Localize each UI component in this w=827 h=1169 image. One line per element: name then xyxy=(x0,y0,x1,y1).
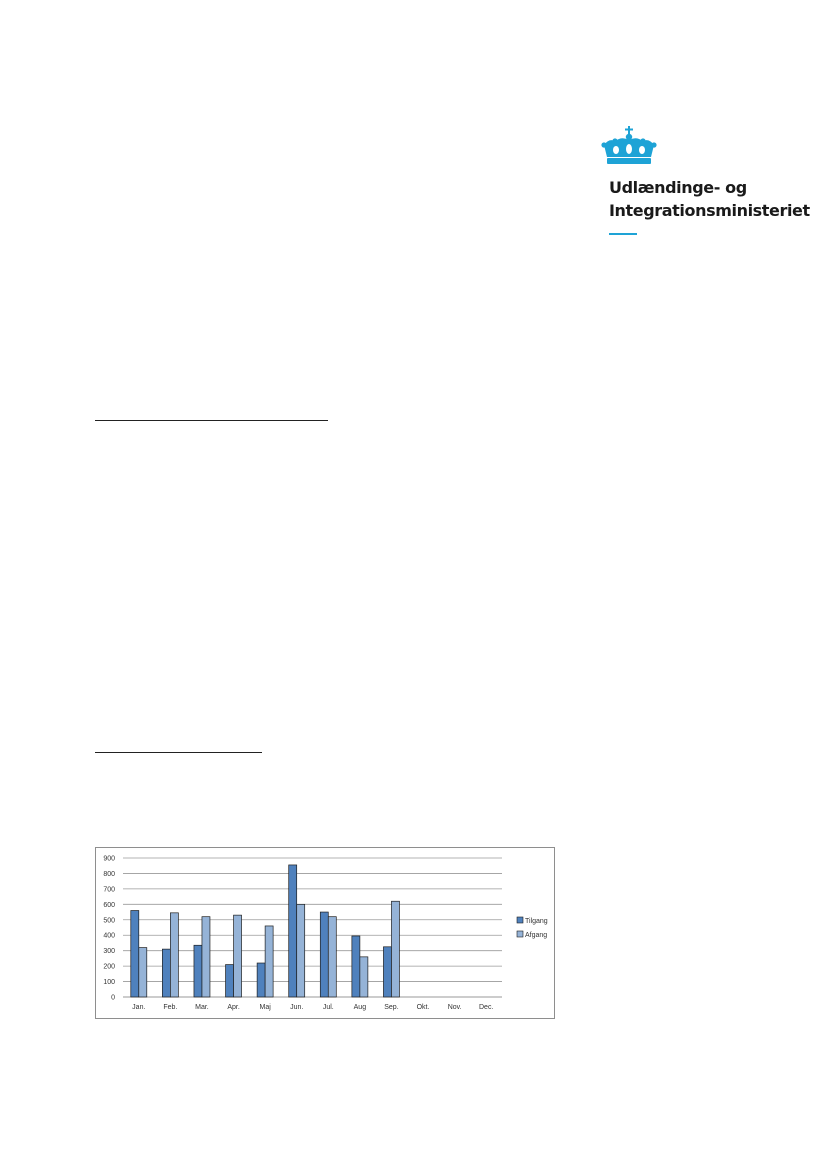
y-tick-label: 600 xyxy=(103,901,115,909)
x-tick-label: Nov. xyxy=(447,1004,462,1011)
y-tick-label: 200 xyxy=(103,963,115,971)
brand-accent-rule xyxy=(609,233,637,235)
org-name xyxy=(609,176,810,222)
bar-tilgang-4 xyxy=(226,965,234,997)
x-tick-label: Okt. xyxy=(416,1004,430,1011)
bar-tilgang-2 xyxy=(162,949,170,997)
legend-swatch-afgang xyxy=(517,931,523,937)
bar-tilgang-8 xyxy=(352,936,360,997)
x-tick-label: Jun. xyxy=(290,1004,304,1011)
y-tick-label: 400 xyxy=(103,932,115,940)
x-tick-label: Apr. xyxy=(227,1004,240,1011)
bar-afgang-4 xyxy=(234,915,242,997)
x-tick-label: Maj xyxy=(259,1004,271,1011)
x-tick-label: Sep. xyxy=(384,1004,399,1011)
bar-chart-svg xyxy=(96,848,554,1018)
x-tick-label: Jan. xyxy=(132,1004,146,1011)
legend-label-afgang: Afgang xyxy=(525,932,548,939)
x-tick-label: Jul. xyxy=(322,1004,334,1011)
signature-line-1 xyxy=(95,420,328,421)
x-tick-label: Mar. xyxy=(195,1004,209,1011)
bar-tilgang-6 xyxy=(289,865,297,997)
bar-afgang-3 xyxy=(202,917,210,997)
y-tick-label: 900 xyxy=(103,855,115,863)
bar-afgang-2 xyxy=(170,913,178,997)
bar-afgang-9 xyxy=(391,901,399,997)
y-tick-label: 500 xyxy=(103,917,115,925)
org-name-line2: Integrationsministeriet xyxy=(609,201,810,220)
bar-afgang-5 xyxy=(265,926,273,997)
bar-tilgang-3 xyxy=(194,945,202,997)
bar-afgang-8 xyxy=(360,957,368,997)
bar-tilgang-7 xyxy=(320,912,328,997)
legend-swatch-tilgang xyxy=(517,917,523,923)
legend-label-tilgang: Tilgang xyxy=(525,918,548,925)
bar-afgang-1 xyxy=(139,948,147,997)
bar-tilgang-5 xyxy=(257,963,265,997)
x-tick-label: Dec. xyxy=(479,1004,494,1011)
bar-tilgang-1 xyxy=(131,911,139,997)
y-tick-label: 100 xyxy=(103,979,115,987)
crown-logo-icon xyxy=(599,124,659,166)
bar-tilgang-9 xyxy=(383,947,391,997)
x-tick-label: Aug xyxy=(353,1004,367,1011)
org-name-line1: Udlændinge- og xyxy=(609,178,747,197)
signature-line-2 xyxy=(95,752,262,753)
bar-afgang-6 xyxy=(297,904,305,997)
y-tick-label: 0 xyxy=(111,994,115,1002)
y-tick-label: 300 xyxy=(103,948,115,956)
bar-chart xyxy=(95,847,555,1019)
x-tick-label: Feb. xyxy=(163,1004,178,1011)
y-tick-label: 700 xyxy=(103,886,115,894)
bar-afgang-7 xyxy=(328,917,336,997)
y-tick-label: 800 xyxy=(103,870,115,878)
